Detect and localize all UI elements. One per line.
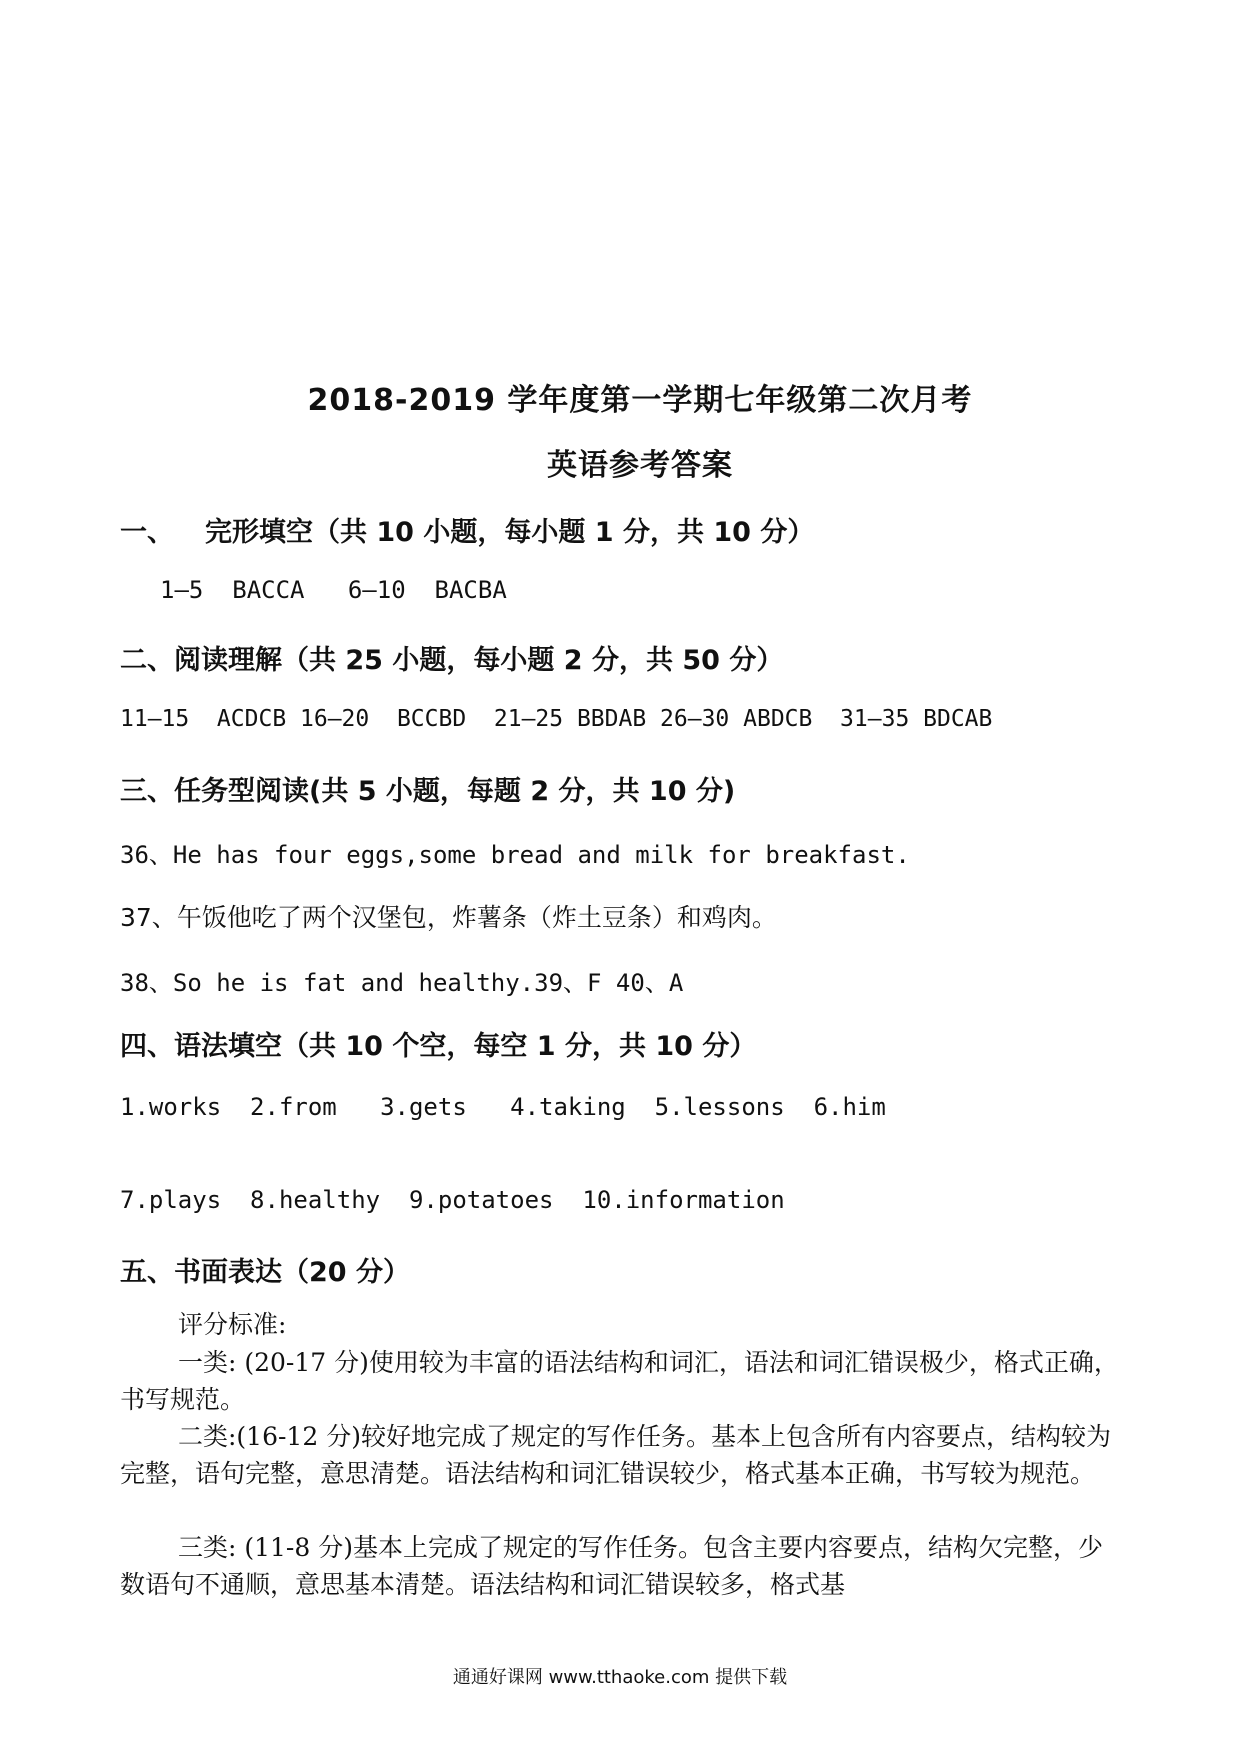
section-3-line-38: 38、So he is fat and healthy.39、F 40、A: [120, 969, 684, 997]
document-title: 2018-2019 学年度第一学期七年级第二次月考: [307, 383, 973, 418]
section-4-heading: 四、语法填空（共 10 个空，每空 1 分，共 10 分）: [120, 1031, 757, 1062]
criteria-class-3: 三类: (11-8 分)基本上完成了规定的写作任务。包含主要内容要点，结构欠完整，少数语句不通顺，意思基本清楚。语法结构和词汇错误较多，格式基: [120, 1533, 1103, 1599]
section-1-number: 一、: [120, 517, 174, 548]
footer-source-note: 通通好课网 www.tthaoke.com 提供下载: [452, 1667, 788, 1688]
criteria-class-2: 二类:(16-12 分)较好地完成了规定的写作任务。基本上包含所有内容要点，结构较为完整，语句完整，意思清楚。语法结构和词汇错误较少，格式基本正确，书写较为规范。: [120, 1422, 1111, 1488]
criteria-class-1: 一类: (20-17 分)使用较为丰富的语法结构和词汇，语法和词汇错误极少，格式正确，书写规范。: [120, 1348, 1119, 1414]
section-1-heading: [120, 510, 814, 549]
section-1-title: 完形填空（共 10 小题，每小题 1 分，共 10 分）: [205, 517, 815, 548]
section-5-heading: 五、书面表达（20 分）: [120, 1257, 410, 1288]
section-3-line-37: 37、午饭他吃了两个汉堡包，炸薯条（炸土豆条）和鸡肉。: [120, 903, 777, 932]
section-2-heading: 二、阅读理解（共 25 小题，每小题 2 分，共 50 分）: [120, 645, 784, 676]
section-2-answers: 11—15 ACDCB 16—20 BCCBD 21—25 BBDAB 26—30 ABDCB 31—35 BDCAB: [120, 706, 993, 732]
section-1-answers: 1—5 BACCA 6—10 BACBA: [160, 576, 507, 604]
section-4-line-1: 1.works 2.from 3.gets 4.taking 5.lessons 6.him: [120, 1093, 886, 1121]
section-3-heading: 三、任务型阅读(共 5 小题，每题 2 分，共 10 分): [120, 776, 736, 807]
section-3-line-36: 36、He has four eggs,some bread and milk for breakfast.: [120, 841, 910, 869]
criteria-label: 评分标准:: [178, 1310, 287, 1339]
section-4-line-2: 7.plays 8.healthy 9.potatoes 10.information: [120, 1186, 785, 1214]
document-subtitle: 英语参考答案: [547, 448, 733, 483]
